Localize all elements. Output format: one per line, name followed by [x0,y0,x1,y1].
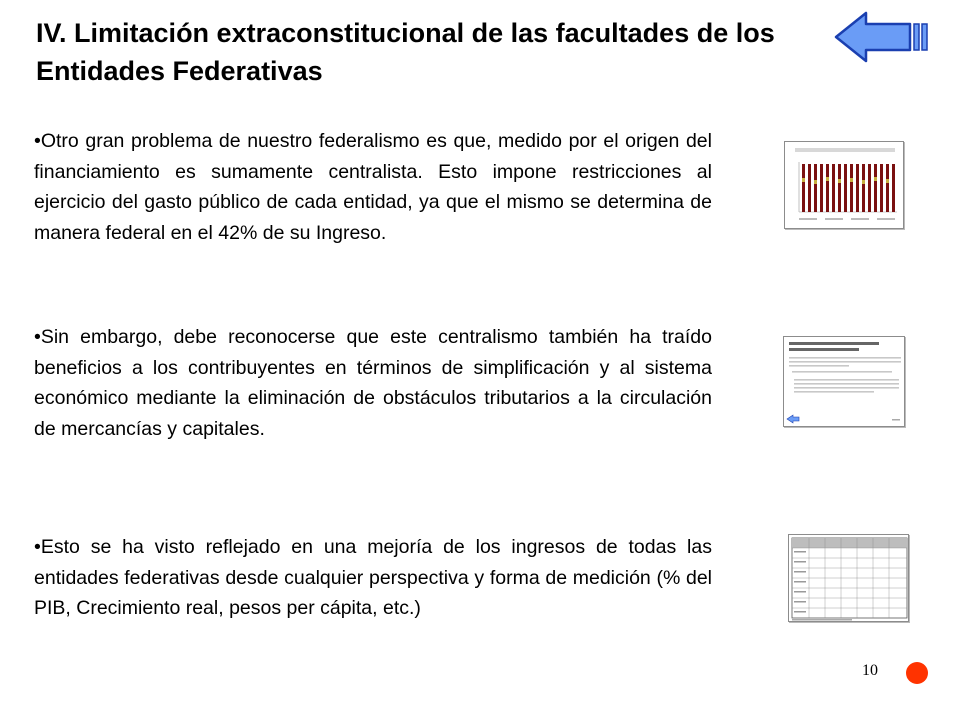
red-circle-icon[interactable] [906,662,928,684]
bullet-centralism: •Otro gran problema de nuestro federalismo es que, medido por el origen del financiamiento es sumamente centralista. Esto impone restricciones al ejercicio del gasto público de cada entidad, ya que el mismo se determina de manera federal en el 42% de su Ingreso. [34,130,712,244]
thumbnail-table-graphic [789,535,909,622]
slide-title: IV. Limitación extraconstitucional de las facultades de los Entidades Federativas [36,18,775,86]
thumbnail-text-slide[interactable] [783,336,905,427]
thumbnail-chart-slide[interactable] [784,141,904,229]
page-number: 10 [862,662,878,679]
back-arrow-icon[interactable] [834,10,934,64]
bullet-income-improvement: •Esto se ha visto reflejado en una mejoría de los ingresos de todas las entidades federativas desde cualquier perspectiva y forma de medición (% del PIB, Crecimiento real, pesos per cápita, etc.) [34,536,712,619]
bullet-benefits: •Sin embargo, debe reconocerse que este centralismo también ha traído beneficios a los contribuyentes en términos de simplificación y al sistema económico mediante la eliminación de obstáculos tributarios a la circulación de mercancías y capitales. [34,326,712,440]
thumbnail-chart-graphic [785,142,904,229]
thumbnail-text-graphic [784,337,905,427]
thumbnail-table-slide[interactable] [788,534,909,622]
